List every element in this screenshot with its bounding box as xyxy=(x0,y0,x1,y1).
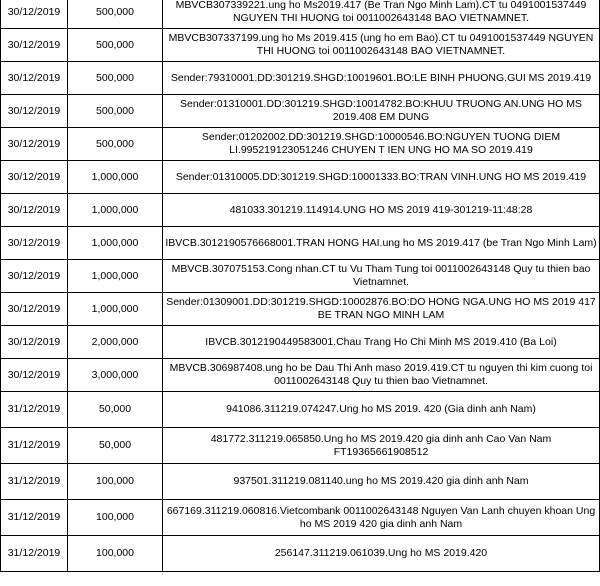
transaction-description-cell: MBVCB307337199.ung ho Ms 2019.415 (ung ho em Bao).CT tu 0491001537449 NGUYEN THI HUONG toi 0011002643148 BAO VIETNAMNET. xyxy=(163,29,600,62)
transaction-date-cell: 30/12/2019 xyxy=(1,227,68,260)
transaction-date-cell: 31/12/2019 xyxy=(1,500,68,536)
table-row xyxy=(1,326,600,359)
transaction-description-cell: 481772.311219.065850.Ung ho MS 2019.420 gia dinh anh Cao Van Nam FT19365661908512 xyxy=(163,428,600,464)
table-row xyxy=(1,428,600,464)
table-row xyxy=(1,260,600,293)
transaction-date-cell: 30/12/2019 xyxy=(1,359,68,392)
table-row xyxy=(1,161,600,194)
transaction-amount-cell: 1,000,000 xyxy=(68,194,163,227)
transaction-amount-cell: 1,000,000 xyxy=(68,161,163,194)
table-row xyxy=(1,29,600,62)
transaction-description-cell: 941086.311219.074247.Ung ho MS 2019. 420 (Gia dinh anh Nam) xyxy=(163,392,600,428)
transaction-description-cell: Sender:01202002.DD:301219.SHGD:10000546.BO:NGUYEN TUONG DIEM LI.995219123051246 CHUYEN T IEN UNG HO MA SO 2019.419 xyxy=(163,128,600,161)
transaction-date-cell: 30/12/2019 xyxy=(1,293,68,326)
transaction-amount-cell: 500,000 xyxy=(68,62,163,95)
table-row xyxy=(1,536,600,572)
table-row xyxy=(1,62,600,95)
transaction-description-cell: 667169.311219.060816.Vietcombank 0011002643148 Nguyen Van Lanh chuyen khoan Ung ho MS 2019 420 gia dinh anh Nam xyxy=(163,500,600,536)
transaction-description-cell: 481033.301219.114914.UNG HO MS 2019 419-301219-11:48:28 xyxy=(163,194,600,227)
table-row xyxy=(1,0,600,29)
ledger-body xyxy=(1,0,600,572)
transaction-amount-cell: 50,000 xyxy=(68,428,163,464)
transaction-date-cell: 31/12/2019 xyxy=(1,392,68,428)
transaction-description-cell: IBVCB.3012190576668001.TRAN HONG HAI.ung ho MS 2019.417 (be Tran Ngo Minh Lam) xyxy=(163,227,600,260)
transaction-date-cell: 30/12/2019 xyxy=(1,0,68,29)
transaction-date-cell: 30/12/2019 xyxy=(1,194,68,227)
transaction-date-cell: 30/12/2019 xyxy=(1,326,68,359)
transaction-date-cell: 31/12/2019 xyxy=(1,428,68,464)
transaction-amount-cell: 1,000,000 xyxy=(68,227,163,260)
transaction-date-cell: 30/12/2019 xyxy=(1,95,68,128)
transaction-description-cell: MBVCB.307075153.Cong nhan.CT tu Vu Tham Tung toi 0011002643148 Quy tu thien bao Vietnamnet. xyxy=(163,260,600,293)
table-row xyxy=(1,293,600,326)
transaction-amount-cell: 2,000,000 xyxy=(68,326,163,359)
transaction-description-cell: MBVCB307339221.ung ho Ms2019.417 (Be Tran Ngo Minh Lam).CT tu 0491001537449 NGUYEN THI HUONG toi 0011002643148 BAO VIETNAMNET. xyxy=(163,0,600,29)
transaction-amount-cell: 100,000 xyxy=(68,500,163,536)
transaction-description-cell: Sender:01309001.DD:301219.SHGD:10002876.BO:DO HONG NGA.UNG HO MS 2019 417 BE TRAN NGO MINH LAM xyxy=(163,293,600,326)
table-row xyxy=(1,500,600,536)
transaction-date-cell: 30/12/2019 xyxy=(1,29,68,62)
table-row xyxy=(1,392,600,428)
transaction-date-cell: 30/12/2019 xyxy=(1,128,68,161)
transaction-description-cell: Sender:01310005.DD:301219.SHGD:10001333.BO:TRAN VINH.UNG HO MS 2019.419 xyxy=(163,161,600,194)
transaction-description-cell: MBVCB.306987408.ung ho be Dau Thi Anh maso 2019.419.CT tu nguyen thi kim cuong toi 0011002643148 Quy tu thien bao Vietnamnet. xyxy=(163,359,600,392)
transaction-amount-cell: 3,000,000 xyxy=(68,359,163,392)
transaction-amount-cell: 500,000 xyxy=(68,29,163,62)
transaction-date-cell: 30/12/2019 xyxy=(1,161,68,194)
transaction-description-cell: 937501.311219.081140.ung ho MS 2019.420 gia dinh anh Nam xyxy=(163,464,600,500)
transaction-amount-cell: 500,000 xyxy=(68,0,163,29)
transaction-date-cell: 30/12/2019 xyxy=(1,260,68,293)
transaction-amount-cell: 1,000,000 xyxy=(68,260,163,293)
transaction-description-cell: 256147.311219.061039.Ung ho MS 2019.420 xyxy=(163,536,600,572)
transaction-date-cell: 31/12/2019 xyxy=(1,464,68,500)
transaction-amount-cell: 50,000 xyxy=(68,392,163,428)
table-row xyxy=(1,359,600,392)
transaction-amount-cell: 1,000,000 xyxy=(68,293,163,326)
table-row xyxy=(1,128,600,161)
transaction-date-cell: 31/12/2019 xyxy=(1,536,68,572)
table-row xyxy=(1,194,600,227)
table-row xyxy=(1,464,600,500)
transaction-description-cell: Sender:79310001.DD:301219.SHGD:10019601.BO:LE BINH PHUONG.GUI MS 2019.419 xyxy=(163,62,600,95)
transaction-amount-cell: 100,000 xyxy=(68,464,163,500)
transaction-amount-cell: 500,000 xyxy=(68,128,163,161)
transaction-date-cell: 30/12/2019 xyxy=(1,62,68,95)
table-row xyxy=(1,95,600,128)
transaction-amount-cell: 100,000 xyxy=(68,536,163,572)
transaction-description-cell: IBVCB.3012190449583001.Chau Trang Ho Chi Minh MS 2019.410 (Ba Loi) xyxy=(163,326,600,359)
transaction-description-cell: Sender:01310001.DD:301219.SHGD:10014782.BO:KHUU TRUONG AN.UNG HO MS 2019.408 EM DUNG xyxy=(163,95,600,128)
table-row xyxy=(1,227,600,260)
transaction-amount-cell: 500,000 xyxy=(68,95,163,128)
